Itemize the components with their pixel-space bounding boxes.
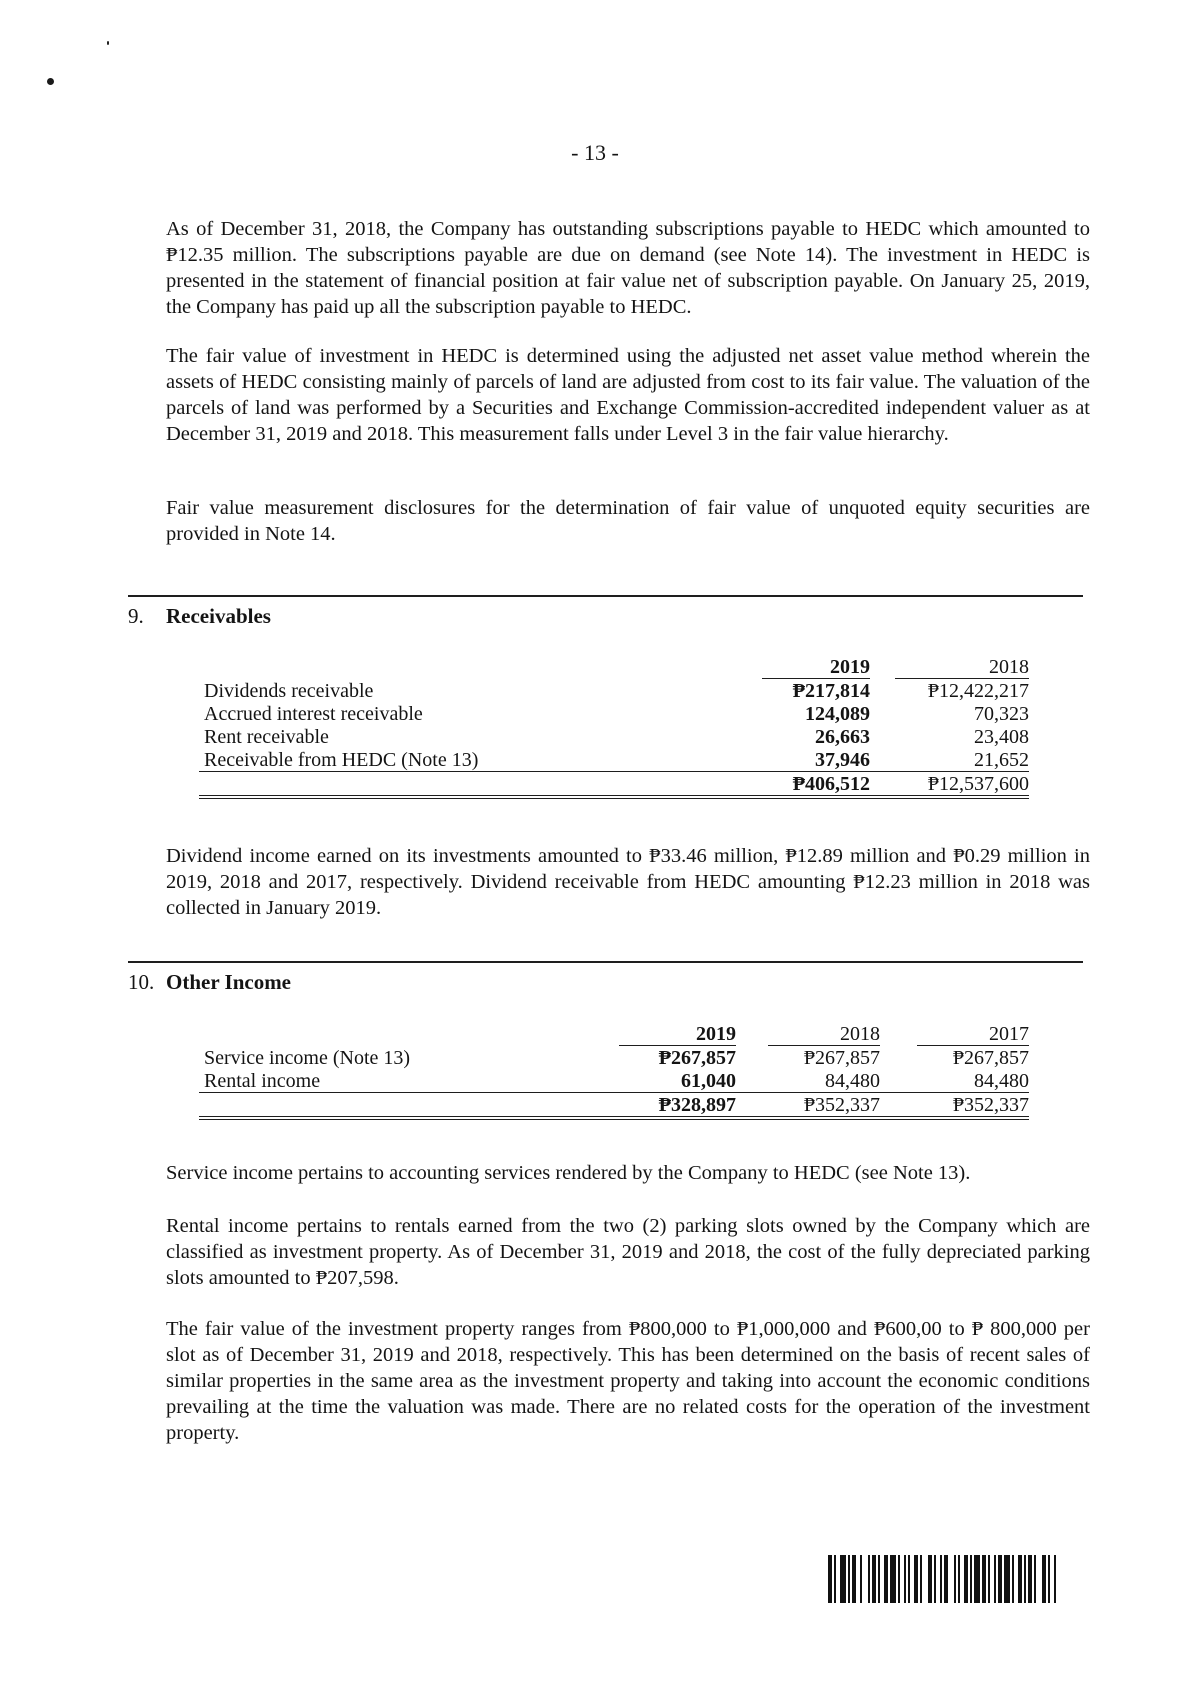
- cell-2019: 124,089: [805, 703, 870, 725]
- other-income-table: [199, 1022, 1029, 1120]
- cell-2019: ₱217,814: [792, 680, 870, 702]
- page-number: - 13 -: [571, 140, 619, 165]
- section-number: 10.: [128, 970, 155, 994]
- section-title: Receivables: [166, 604, 271, 628]
- row-label: Rent receivable: [204, 726, 329, 748]
- rental-income-note: Rental income pertains to rentals earned from the two (2) parking slots owned by the Company which are classified as investment property. As of December 31, 2019 and 2018, the cost of the fully depreciated parking slots amounted to ₱207,598.: [166, 1215, 1090, 1289]
- section-heading-other-income: [128, 970, 291, 995]
- cell-2019: 61,040: [619, 1069, 736, 1093]
- receivables-table: [199, 655, 1029, 799]
- section-divider: [128, 961, 1083, 963]
- total-2018: ₱352,337: [768, 1093, 880, 1119]
- table-header-row: [199, 655, 1029, 679]
- column-header-2017: 2017: [917, 1022, 1029, 1046]
- row-label: Receivable from HEDC (Note 13): [199, 748, 762, 772]
- cell-2018: 84,480: [768, 1069, 880, 1093]
- cell-2019: 26,663: [815, 726, 870, 748]
- row-label: Service income (Note 13): [204, 1046, 411, 1069]
- barcode-icon: [828, 1555, 1082, 1603]
- scan-speck: [107, 41, 109, 45]
- table-total-row: [199, 772, 1029, 798]
- cell-2018: ₱12,422,217: [927, 680, 1029, 702]
- column-header-2018: 2018: [895, 655, 1029, 679]
- cell-2018: 23,408: [974, 726, 1029, 748]
- total-2018: ₱12,537,600: [895, 772, 1029, 798]
- intro-paragraph-subscriptions: As of December 31, 2018, the Company has outstanding subscriptions payable to HEDC which amounted to ₱12.35 million. The subscriptions payable are due on demand (see Note 14). The investment in HEDC is presented in the statement of financial position at fair value net of subscription payable. On January 25, 2019, the Company has paid up all the subscription payable to HEDC.: [166, 218, 1090, 318]
- table-header-row: [199, 1022, 1029, 1046]
- intro-paragraph-fair-value: The fair value of investment in HEDC is determined using the adjusted net asset value method wherein the assets of HEDC consisting mainly of parcels of land are adjusted from cost to its fair value. The valuation of the parcels of land was performed by a Securities and Exchange Commission-accredited independent valuer as at December 31, 2019 and 2018. This measurement falls under Level 3 in the fair value hierarchy.: [166, 345, 1090, 445]
- intro-paragraph-disclosures: Fair value measurement disclosures for the determination of fair value of unquoted equity securities are provided in Note 14.: [166, 497, 1090, 545]
- table-row: [199, 1069, 1029, 1093]
- scan-speck: [47, 78, 54, 85]
- service-income-note: Service income pertains to accounting services rendered by the Company to HEDC (see Note 13).: [166, 1162, 971, 1184]
- cell-2017: ₱267,857: [952, 1047, 1029, 1069]
- section-title: Other Income: [166, 970, 292, 994]
- investment-property-note: The fair value of the investment property ranges from ₱800,000 to ₱1,000,000 and ₱600,00 to ₱ 800,000 per slot as of December 31, 2019 and 2018, respectively. This has been determined on the basis of recent sales of similar properties in the same area as the investment property and taking into account the economic conditions prevailing at the time the valuation was made. There are no related costs for the operation of the investment property.: [166, 1318, 1090, 1444]
- cell-2019: ₱267,857: [658, 1047, 736, 1069]
- total-2019: ₱406,512: [762, 772, 870, 798]
- total-2019: ₱328,897: [619, 1093, 736, 1119]
- table-row: [199, 702, 1029, 725]
- table-row: [199, 1046, 1029, 1070]
- table-row: [199, 679, 1029, 703]
- column-header-2019: 2019: [762, 655, 870, 679]
- table-total-row: [199, 1093, 1029, 1119]
- table-row: [199, 725, 1029, 748]
- row-label: Accrued interest receivable: [204, 703, 423, 725]
- table-row: [199, 748, 1029, 772]
- receivables-note: Dividend income earned on its investments amounted to ₱33.46 million, ₱12.89 million and ₱0.29 million in 2019, 2018 and 2017, respectively. Dividend receivable from HEDC amounting ₱12.23 million in 2018 was collected in January 2019.: [166, 845, 1090, 919]
- section-number: 9.: [128, 604, 144, 628]
- section-heading-receivables: [128, 604, 271, 629]
- section-divider: [128, 595, 1083, 597]
- row-label: Dividends receivable: [204, 679, 374, 702]
- barcode-bar: [1056, 1555, 1058, 1603]
- total-2017: ₱352,337: [917, 1093, 1029, 1119]
- column-header-2018: 2018: [768, 1022, 880, 1046]
- column-header-2019: 2019: [619, 1022, 736, 1046]
- cell-2018: ₱267,857: [803, 1047, 880, 1069]
- cell-2018: 70,323: [974, 703, 1029, 725]
- cell-2019: 37,946: [762, 748, 870, 772]
- cell-2017: 84,480: [917, 1069, 1029, 1093]
- cell-2018: 21,652: [895, 748, 1029, 772]
- row-label: Rental income: [199, 1069, 619, 1093]
